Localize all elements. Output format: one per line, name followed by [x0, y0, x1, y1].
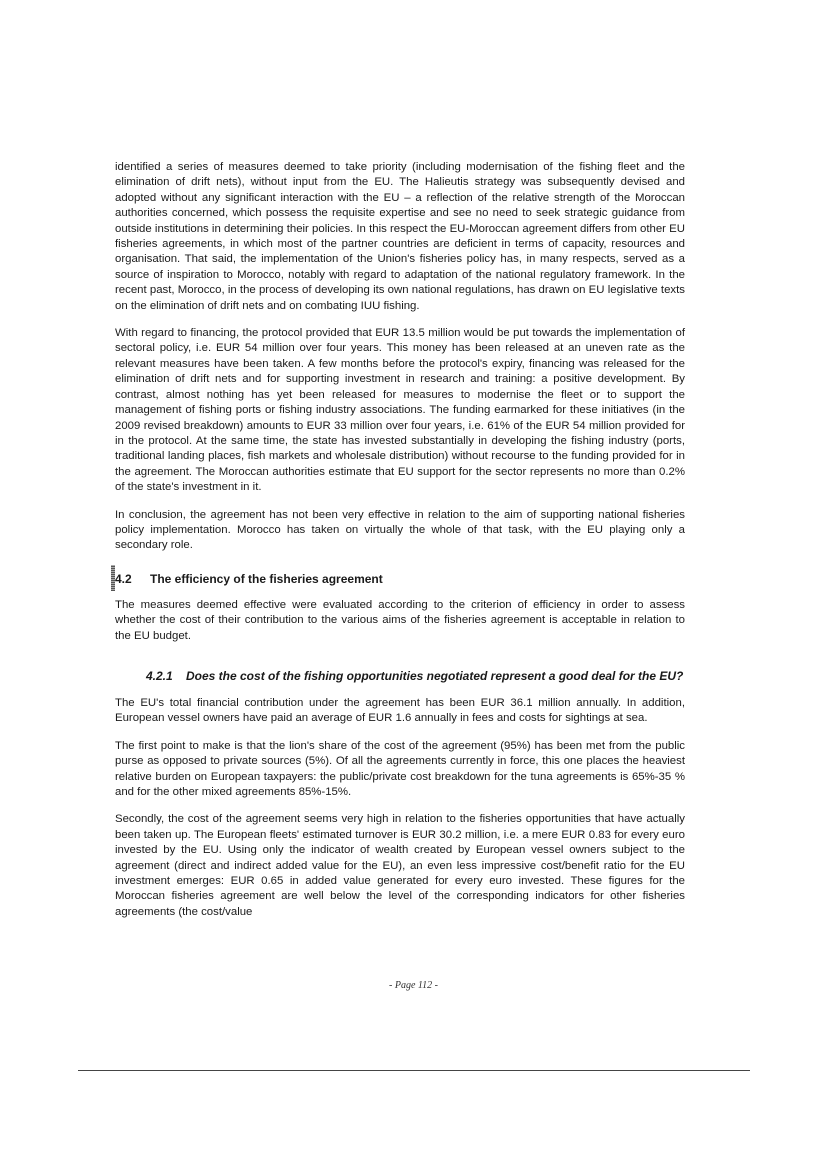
- document-body: [115, 160, 685, 932]
- change-bar-marker: [111, 565, 115, 591]
- section-title: The efficiency of the fisheries agreement: [150, 571, 383, 586]
- section-number: 4.2: [115, 571, 132, 586]
- subsection-heading-4-2-1: [115, 668, 685, 684]
- paragraph-conclusion: In conclusion, the agreement has not been very effective in relation to the aim of supporting national fisheries policy implementation. Morocco has taken on virtually the whole of that task, with the EU playing only a secondary role.: [115, 508, 685, 552]
- subsection-number: 4.2.1: [146, 668, 173, 683]
- page-number: - Page 112 -: [389, 980, 438, 991]
- paragraph-contribution: The EU's total financial contribution under the agreement has been EUR 36.1 million annually. In addition, European vessel owners have paid an average of EUR 1.6 annually in fees and costs for sightings at sea.: [115, 696, 685, 725]
- paragraph-public-private: The first point to make is that the lion's share of the cost of the agreement (95%) has been met from the public purse as opposed to private sources (5%). Of all the agreements currently in force, this one places the heaviest relative burden on European taxpayers: the public/private cost breakdown for the tuna agreements is 65%-35 % and for the other mixed agreements 85%-15%.: [115, 739, 685, 798]
- section-heading-4-2: [115, 572, 685, 586]
- paragraph-priorities: identified a series of measures deemed to take priority (including modernisation of the fishing fleet and the elimination of drift nets), without input from the EU. The Halieutis strategy was subsequently devised and adopted without any significant interaction with the EU – a reflection of the relative strength of the Moroccan authorities concerned, which possess the requisite expertise and see no need to seek strategic guidance from outside institutions in determining their policies. In this respect the EU-Moroccan agreement differs from other EU fisheries agreements, in which most of the partner countries are deficient in terms of capacity, resources and organisation. That said, the implementation of the Union's fisheries policy has, in many respects, served as a source of inspiration to Morocco, notably with regard to adaptation of the national regulatory framework. In the recent past, Morocco, in the process of developing its own national regulations, has drawn on EU legislative texts on the elimination of drift nets and on combating IUU fishing.: [115, 161, 685, 312]
- subsection-title: Does the cost of the fishing opportunities negotiated represent a good deal for the EU?: [186, 668, 684, 683]
- footer-divider: [78, 1070, 750, 1071]
- paragraph-cost-benefit: Secondly, the cost of the agreement seems very high in relation to the fisheries opportunities that have actually been taken up. The European fleets' estimated turnover is EUR 30.2 million, i.e. a mere EUR 0.83 for every euro invested by the EU. Using only the indicator of wealth created by European vessel owners subject to the agreement (direct and indirect added value for the EU), an even less impressive cost/benefit ratio for the EU investment emerges: EUR 0.65 in added value generated for every euro invested. These figures for the Moroccan fisheries agreement are well below the level of the corresponding indicators for other fisheries agreements (the cost/value: [115, 813, 685, 918]
- paragraph-efficiency-intro: The measures deemed effective were evaluated according to the criterion of efficiency in order to assess whether the cost of their contribution to the various aims of the fisheries agreement is acceptable in relation to the EU budget.: [115, 598, 685, 642]
- paragraph-financing: With regard to financing, the protocol provided that EUR 13.5 million would be put towards the implementation of sectoral policy, i.e. EUR 54 million over four years. This money has been released at an uneven rate as the relevant measures have been taken. A few months before the protocol's expiry, financing was released for the elimination of drift nets and for supporting investment in research and training: a positive development. By contrast, almost nothing has yet been released for measures to modernise the fleet or to support the management of fishing ports or fishing industry associations. The funding earmarked for these initiatives (in the 2009 revised breakdown) amounts to EUR 33 million over four years, i.e. 61% of the EUR 54 million provided for in the protocol. At the same time, the state has invested substantially in developing the fishing industry (ports, traditional landing places, fish markets and wholesale distribution) without recourse to the funding provided for in the agreement. The Moroccan authorities estimate that EU support for the sector represents no more than 0.2% of the state's investment in it.: [115, 327, 685, 494]
